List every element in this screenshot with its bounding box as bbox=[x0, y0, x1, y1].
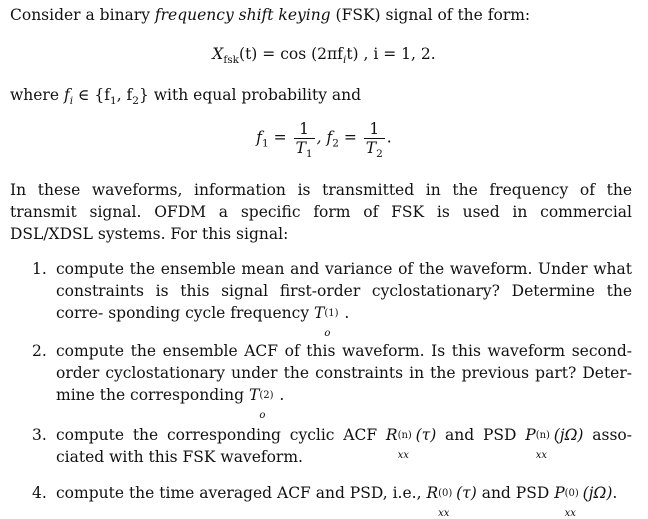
item-text-mid: and PSD bbox=[436, 426, 526, 444]
item-symbol-sup: (2) bbox=[259, 390, 274, 401]
eq2-f1-sub: 1 bbox=[262, 137, 269, 150]
psd-sub: xx bbox=[564, 508, 576, 519]
eq2-f2-sub: 2 bbox=[332, 137, 339, 150]
where-s2: 2 bbox=[132, 95, 139, 108]
equation-fsk bbox=[0, 43, 648, 65]
fraction-1-den-var: T bbox=[295, 139, 306, 157]
item-symbol-sup: (1) bbox=[324, 308, 339, 319]
eq1-rhs: t) , i = 1, 2. bbox=[346, 45, 436, 63]
item-symbol: T bbox=[314, 304, 325, 322]
item-text: compute the corresponding cyclic ACF bbox=[56, 426, 386, 444]
item-body bbox=[56, 424, 632, 468]
intro-line bbox=[10, 4, 632, 26]
acf-symbol: R bbox=[426, 484, 439, 502]
list-item bbox=[32, 340, 632, 421]
item-number: 3. bbox=[32, 426, 47, 444]
intro-prefix: Consider a binary bbox=[10, 6, 155, 24]
acf-arg: (τ) bbox=[456, 484, 477, 502]
item-text: compute the time averaged ACF and PSD, i.e., bbox=[56, 484, 427, 502]
item-text-mid: and PSD bbox=[476, 484, 555, 502]
item-text-end: sponding cycle frequency bbox=[108, 304, 315, 322]
eq2-f1: f bbox=[256, 128, 263, 147]
fraction-2-den-sub: 2 bbox=[376, 148, 383, 161]
description-paragraph: In these waveforms, information is transmitted in the frequency of the transmit signal. OFDM a specific form of FSK is used in commercial DSL/XDSL systems. For this signal: bbox=[10, 181, 632, 243]
where-suffix: } with equal probability and bbox=[139, 86, 362, 104]
item-number: 2. bbox=[32, 342, 47, 360]
where-line bbox=[10, 84, 632, 106]
fraction-2-denominator bbox=[364, 138, 385, 161]
list-item bbox=[32, 258, 632, 339]
acf-sup: (n) bbox=[397, 430, 412, 441]
fraction-2-den-var: T bbox=[365, 139, 377, 157]
item-symbol-sub: o bbox=[324, 328, 331, 339]
intro-emphasis: frequency shift keying bbox=[154, 6, 331, 24]
fraction-2 bbox=[364, 120, 385, 161]
fraction-1-denominator bbox=[294, 138, 315, 161]
fraction-1-numerator: 1 bbox=[299, 120, 310, 138]
eq1-lhs-sub: fsk bbox=[223, 54, 240, 67]
fraction-1-den-sub: 1 bbox=[305, 148, 313, 161]
where-prefix: where bbox=[10, 86, 64, 104]
psd-sup: (0) bbox=[564, 488, 579, 499]
item-text-line2: ciated with this FSK waveform. bbox=[56, 448, 303, 466]
psd-arg: (jΩ) bbox=[553, 426, 584, 444]
acf-arg: (τ) bbox=[415, 426, 437, 444]
intro-suffix: (FSK) signal of the form: bbox=[330, 6, 531, 24]
item-symbol: T bbox=[248, 386, 260, 404]
item-symbol-sub: o bbox=[259, 410, 266, 421]
where-fvar: f bbox=[63, 86, 70, 104]
item-text: compute the ensemble mean and variance of the waveform. Under what constraints is this signal first-order cyclostationary? Determine the corre- bbox=[56, 260, 632, 322]
acf-sub: xx bbox=[438, 508, 450, 519]
eq2-equals-1: = bbox=[268, 128, 292, 147]
fraction-1 bbox=[294, 120, 315, 161]
item-text-end: mine the corresponding bbox=[56, 386, 249, 404]
eq2-end: . bbox=[386, 128, 392, 147]
psd-symbol: P bbox=[554, 484, 565, 502]
item-number: 1. bbox=[32, 260, 47, 278]
list-item bbox=[32, 424, 632, 470]
eq1-lhs-arg: (t) = cos (2πf bbox=[239, 45, 343, 63]
psd-sup: (n) bbox=[535, 430, 550, 441]
item-body bbox=[56, 482, 632, 519]
item-text-suffix: . bbox=[612, 484, 618, 502]
where-set: ∈ {f bbox=[73, 86, 110, 104]
item-text-suffix: asso- bbox=[583, 426, 633, 444]
psd-sub: xx bbox=[535, 450, 547, 461]
eq1-lhs-var: X bbox=[212, 45, 224, 63]
where-s1: 1 bbox=[110, 95, 117, 108]
list-item bbox=[32, 482, 632, 519]
eq1-arg-sub: i bbox=[342, 54, 347, 67]
where-comma: , f bbox=[116, 86, 133, 104]
acf-sup: (0) bbox=[438, 488, 453, 499]
item-text-period: . bbox=[344, 304, 350, 322]
eq2-equals-2: = bbox=[338, 128, 362, 147]
psd-symbol: P bbox=[525, 426, 536, 444]
item-body bbox=[56, 340, 632, 421]
item-body bbox=[56, 258, 632, 339]
eq2-f2: , f bbox=[316, 128, 333, 147]
where-fsub: i bbox=[69, 95, 74, 108]
psd-arg: (jΩ) bbox=[582, 484, 613, 502]
item-text-period: . bbox=[279, 386, 285, 404]
equation-frequencies bbox=[0, 120, 648, 161]
fraction-2-numerator: 1 bbox=[369, 120, 380, 138]
acf-sub: xx bbox=[397, 450, 409, 461]
item-text: compute the ensemble ACF of this waveform. Is this waveform second-order cyclostationary under the constraints in the previous part? Deter- bbox=[56, 342, 632, 382]
acf-symbol: R bbox=[385, 426, 398, 444]
item-number: 4. bbox=[32, 484, 47, 502]
